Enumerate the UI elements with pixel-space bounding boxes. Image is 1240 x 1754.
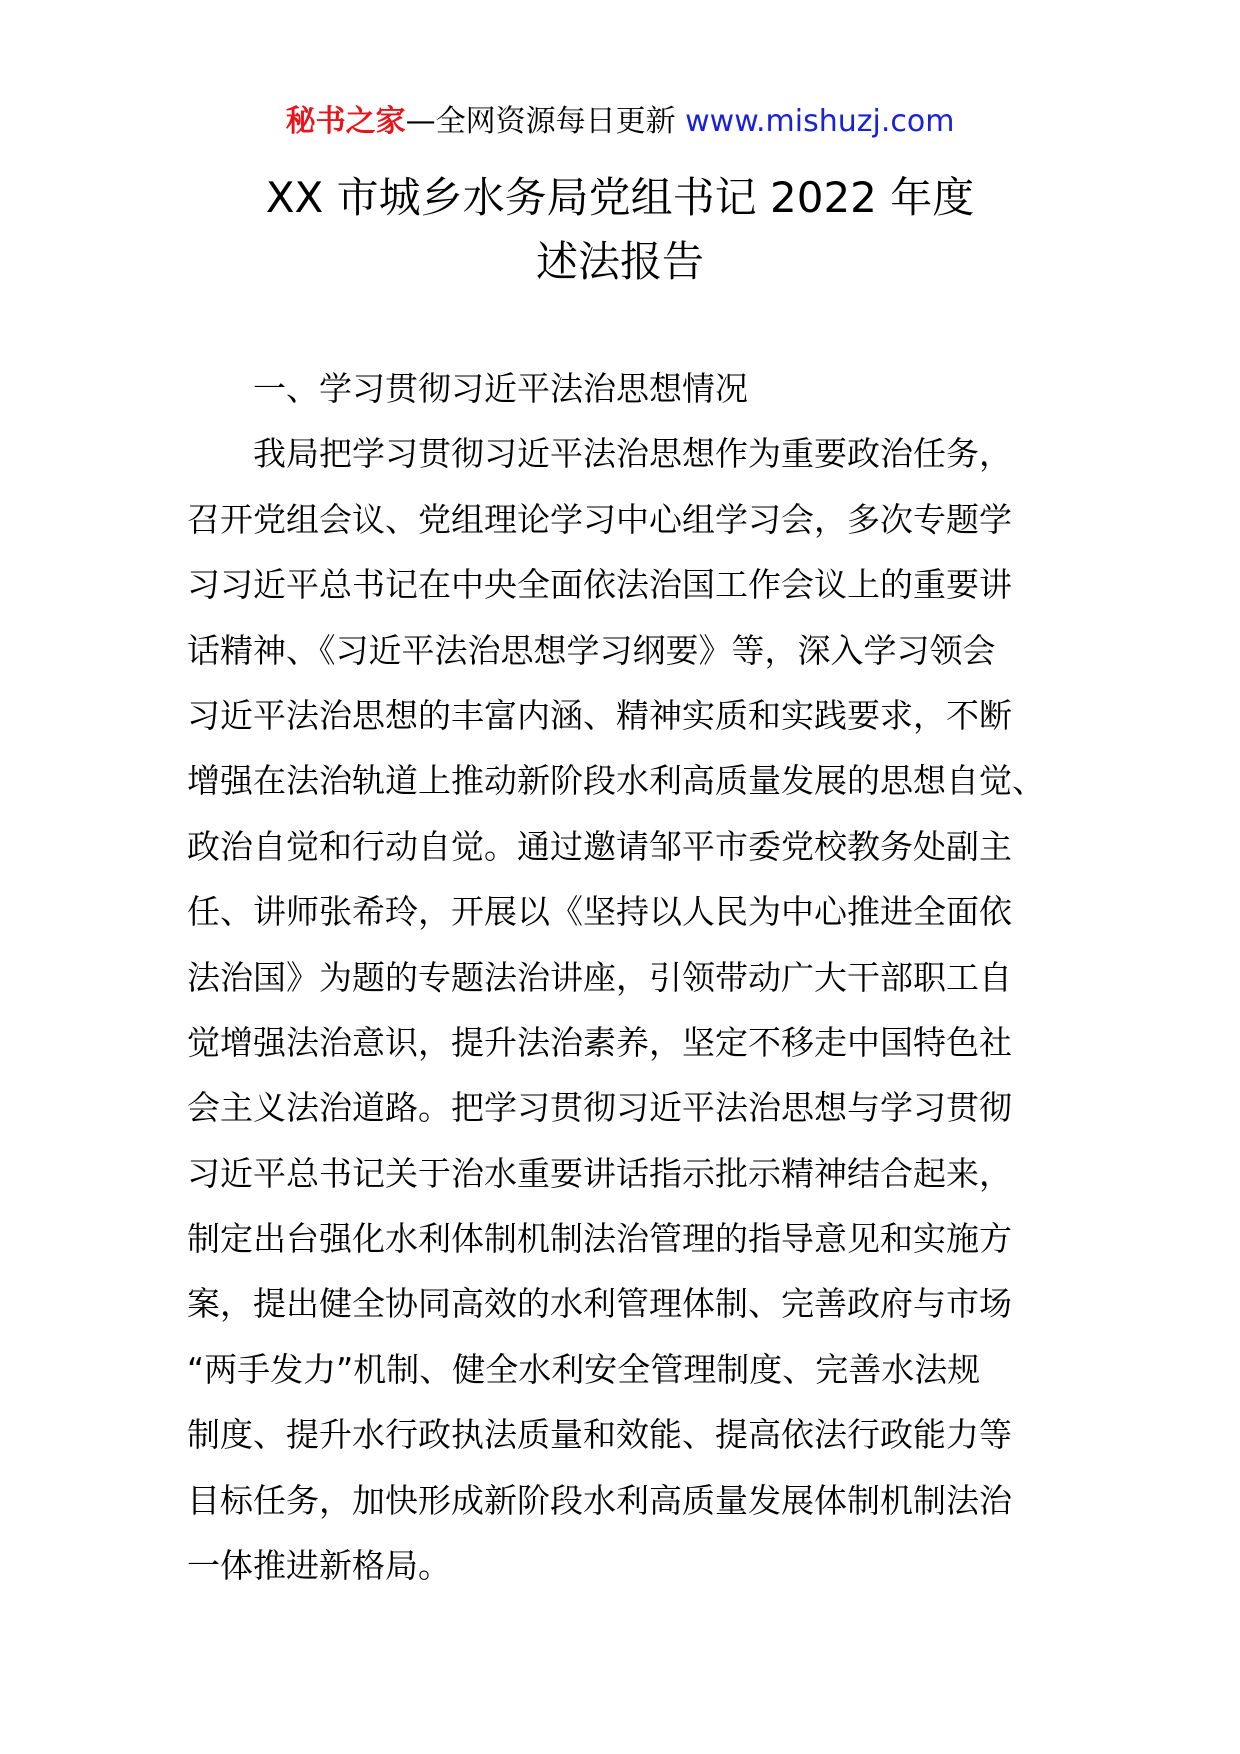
document-body (187, 356, 1049, 1598)
title-line-1: XX 市城乡水务局党组书记 2022 年度 (265, 173, 975, 222)
paragraph-line: 觉增强法治意识，提升法治素养，坚定不移走中国特色社 (187, 1022, 1012, 1062)
site-url[interactable]: www.mishuzj.com (685, 104, 955, 139)
paragraph-line: 会主义法治道路。把学习贯彻习近平法治思想与学习贯彻 (187, 1088, 1012, 1128)
site-header (0, 100, 1240, 144)
paragraph-line: 制定出台强化水利体制机制法治管理的指导意见和实施方 (187, 1219, 1012, 1259)
paragraph-line: 一体推进新格局。 (187, 1546, 451, 1586)
paragraph-line: 习近平法治思想的丰富内涵、精神实质和实践要求，不断 (187, 695, 1012, 735)
paragraph-line: 法治国》为题的专题法治讲座，引领带动广大干部职工自 (187, 957, 1012, 997)
title-line-2: 述法报告 (535, 237, 704, 286)
paragraph-line: 习近平总书记关于治水重要讲话指示批示精神结合起来， (187, 1153, 1012, 1193)
paragraph-line: 增强在法治轨道上推动新阶段水利高质量发展的思想自觉、 (187, 761, 1045, 801)
paragraph-line: 习习近平总书记在中央全面依法治国工作会议上的重要讲 (187, 565, 1012, 605)
paragraph-line: 制度、提升水行政执法质量和效能、提高依法行政能力等 (187, 1415, 1012, 1455)
paragraph-line: 政治自觉和行动自觉。通过邀请邹平市委党校教务处副主 (187, 826, 1012, 866)
paragraph-line: 我局把学习贯彻习近平法治思想作为重要政治任务， (253, 434, 1012, 474)
document-title (0, 166, 1240, 294)
section-heading: 一、学习贯彻习近平法治思想情况 (253, 369, 748, 408)
paragraph-line: 召开党组会议、党组理论学习中心组学习会，多次专题学 (187, 499, 1012, 539)
paragraph-line: 任、讲师张希玲，开展以《坚持以人民为中心推进全面依 (187, 892, 1012, 932)
paragraph-line: 话精神、《习近平法治思想学习纲要》等，深入学习领会 (187, 630, 996, 670)
brand-name: 秘书之家 (285, 104, 406, 139)
header-tagline: —全网资源每日更新 (405, 104, 676, 139)
paragraph-line: 目标任务，加快形成新阶段水利高质量发展体制机制法治 (187, 1480, 1012, 1520)
paragraph-line: “两手发力”机制、健全水利安全管理制度、完善水法规 (187, 1349, 981, 1389)
paragraph-line: 案，提出健全协同高效的水利管理体制、完善政府与市场 (187, 1284, 1012, 1324)
